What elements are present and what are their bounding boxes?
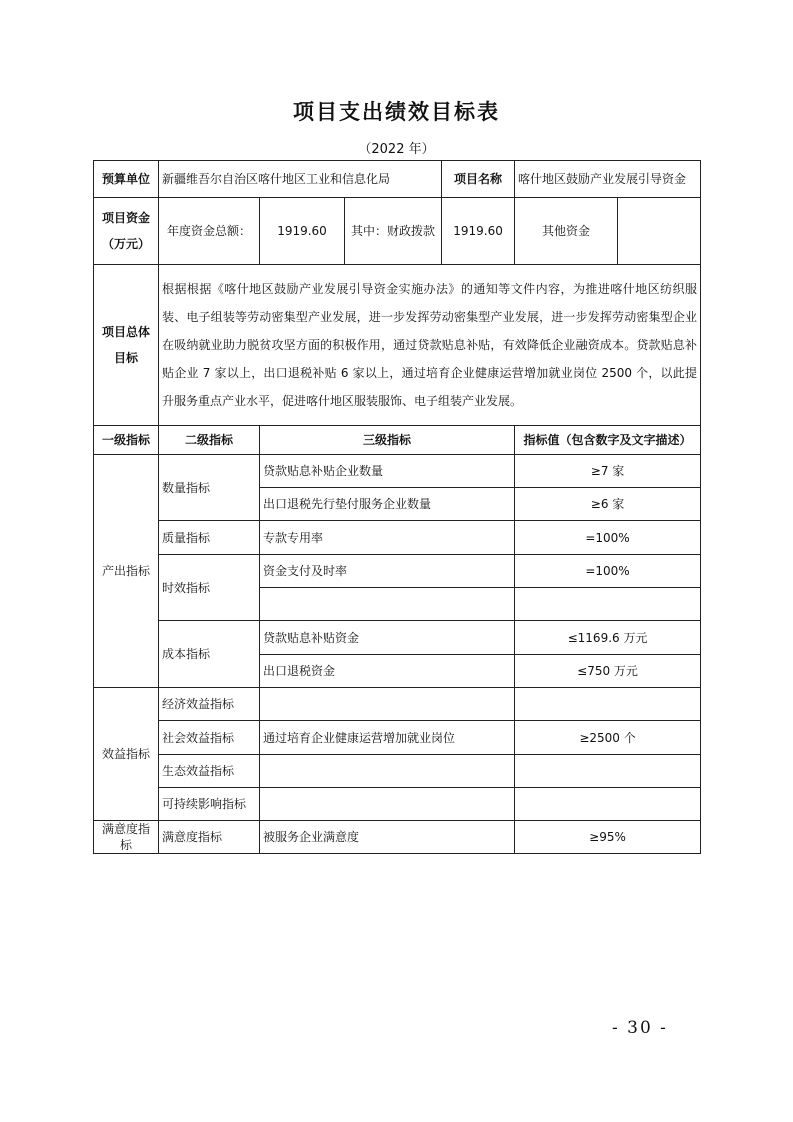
- indicator-name: [260, 688, 515, 721]
- quality-indicator-label: 质量指标: [159, 521, 260, 555]
- benefit-indicators-label: 效益指标: [94, 688, 159, 821]
- indicator-value: ≤1169.6 万元: [515, 621, 701, 655]
- indicator-name: 通过培育企业健康运营增加就业岗位: [260, 721, 515, 755]
- overall-goal-label: 项目总体目标: [94, 265, 159, 426]
- other-funds-label: 其他资金: [515, 198, 618, 265]
- indicator-name: [260, 788, 515, 821]
- social-benefit-label: 社会效益指标: [159, 721, 260, 755]
- satisfaction-indicator-label: 满意度指标: [159, 821, 260, 854]
- fiscal-appropriation-label: 其中：财政拨款: [345, 198, 442, 265]
- indicator-value: [515, 688, 701, 721]
- budget-unit-label: 预算单位: [94, 161, 159, 198]
- page-title: 项目支出绩效目标表: [293, 100, 500, 124]
- quantity-indicator-label: 数量指标: [159, 455, 260, 521]
- column-level1: 一级指标: [94, 426, 159, 455]
- annual-total-value: 1919.60: [260, 198, 345, 265]
- column-level2: 二级指标: [159, 426, 260, 455]
- performance-goal-table: [93, 160, 701, 854]
- indicator-value: =100%: [515, 521, 701, 555]
- indicator-name: [260, 588, 515, 621]
- indicator-name: 贷款贴息补贴资金: [260, 621, 515, 655]
- indicator-value: [515, 788, 701, 821]
- other-funds-value: [618, 198, 701, 265]
- indicator-name: 资金支付及时率: [260, 555, 515, 588]
- indicator-value: ≤750 万元: [515, 655, 701, 688]
- indicator-name: 贷款贴息补贴企业数量: [260, 455, 515, 488]
- project-funds-label-line1: 项目资金: [101, 211, 150, 225]
- indicator-value: [515, 588, 701, 621]
- indicator-name: 专款专用率: [260, 521, 515, 555]
- project-funds-label-line2: （万元）: [101, 237, 150, 251]
- indicator-name: [260, 755, 515, 788]
- indicator-value: ≥2500 个: [515, 721, 701, 755]
- page-number: - 30 -: [612, 1018, 668, 1038]
- budget-unit-value: 新疆维吾尔自治区喀什地区工业和信息化局: [159, 161, 442, 198]
- output-indicators-label: 产出指标: [94, 455, 159, 688]
- indicator-value: ≥95%: [515, 821, 701, 854]
- annual-total-label: 年度资金总额：: [159, 198, 260, 265]
- fiscal-appropriation-value: 1919.60: [442, 198, 515, 265]
- project-name-label: 项目名称: [442, 161, 515, 198]
- overall-goal-text: 根据根据《喀什地区鼓励产业发展引导资金实施办法》的通知等文件内容，为推进喀什地区纺织服装、电子组装等劳动密集型产业发展，进一步发挥劳动密集型产业发展，进一步发挥劳动密集型企业在吸纳就业助力脱贫攻坚方面的积极作用，通过贷款贴息补贴，有效降低企业融资成本。贷款贴息补贴企业 7 家以上，出口退税补贴 6 家以上，通过培育企业健康运营增加就业岗位 2500 个，以此提升服务重点产业水平，促进喀什地区服装服饰、电子组装产业发展。: [159, 265, 701, 426]
- indicator-name: 被服务企业满意度: [260, 821, 515, 854]
- indicator-value: ≥7 家: [515, 455, 701, 488]
- column-level3: 三级指标: [260, 426, 515, 455]
- project-name-value: 喀什地区鼓励产业发展引导资金: [515, 161, 701, 198]
- year-label: （2022 年）: [358, 142, 435, 157]
- column-value: 指标值（包含数字及文字描述）: [515, 426, 701, 455]
- sustainable-impact-label: 可持续影响指标: [159, 788, 260, 821]
- indicator-name: 出口退税资金: [260, 655, 515, 688]
- indicator-value: [515, 755, 701, 788]
- ecological-benefit-label: 生态效益指标: [159, 755, 260, 788]
- project-funds-label: [94, 198, 159, 265]
- economic-benefit-label: 经济效益指标: [159, 688, 260, 721]
- indicator-value: ≥6 家: [515, 488, 701, 521]
- indicator-name: 出口退税先行垫付服务企业数量: [260, 488, 515, 521]
- cost-indicator-label: 成本指标: [159, 621, 260, 688]
- timeliness-indicator-label: 时效指标: [159, 555, 260, 621]
- satisfaction-indicators-label: 满意度指标: [94, 821, 159, 854]
- indicator-value: =100%: [515, 555, 701, 588]
